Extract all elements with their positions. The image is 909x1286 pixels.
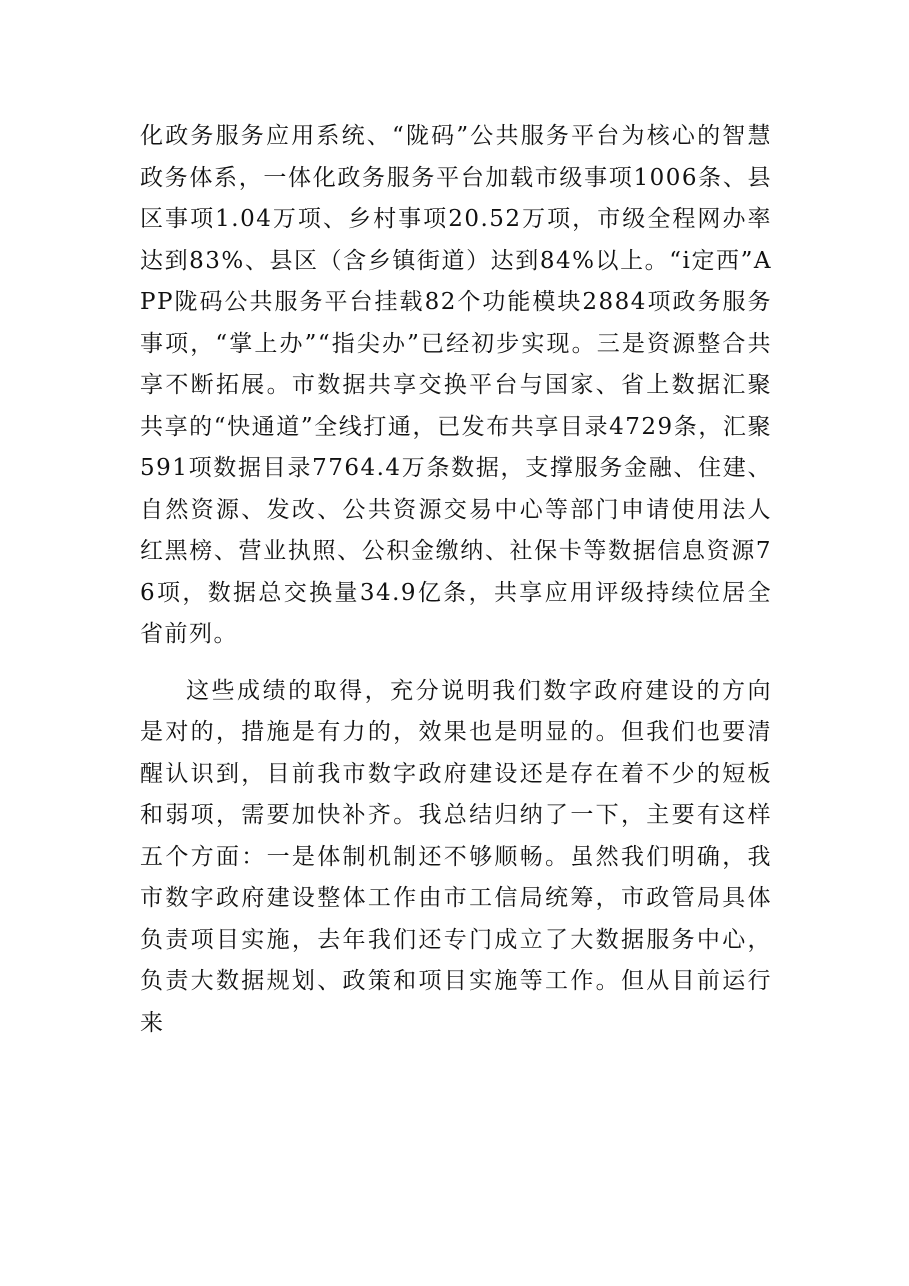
paragraph-continued: 化政务服务应用系统、“陇码”公共服务平台为核心的智慧政务体系，一体化政务服务平台加载市级事项1006条、县区事项1.04万项、乡村事项20.52万项，市级全程网办率达到83%、县区（含乡镇街道）达到84%以上。“i定西”APP陇码公共服务平台挂载82个功能模块2884项政务服务事项，“掌上办”“指尖办”已经初步实现。三是资源整合共享不断拓展。市数据共享交换平台与国家、省上数据汇聚共享的“快通道”全线打通，已发布共享目录4729条，汇聚591项数据目录7764.4万条数据，支撑服务金融、住建、自然资源、发改、公共资源交易中心等部门申请使用法人红黑榜、营业执照、公积金缴纳、社保卡等数据信息资源76项，数据总交换量34.9亿条，共享应用评级持续位居全省前列。 (140, 123, 772, 647)
paragraph: 这些成绩的取得，充分说明我们数字政府建设的方向是对的，措施是有力的，效果也是明显的。但我们也要清醒认识到，目前我市数字政府建设还是存在着不少的短板和弱项，需要加快补齐。我总结归纳了一下，主要有这样五个方面：一是体制机制还不够顺畅。虽然我们明确，我市数字政府建设整体工作由市工信局统筹，市政管局具体负责项目实施，去年我们还专门成立了大数据服务中心，负责大数据规划、政策和项目实施等工作。但从目前运行来 (140, 677, 772, 1036)
document-body (140, 116, 772, 1044)
